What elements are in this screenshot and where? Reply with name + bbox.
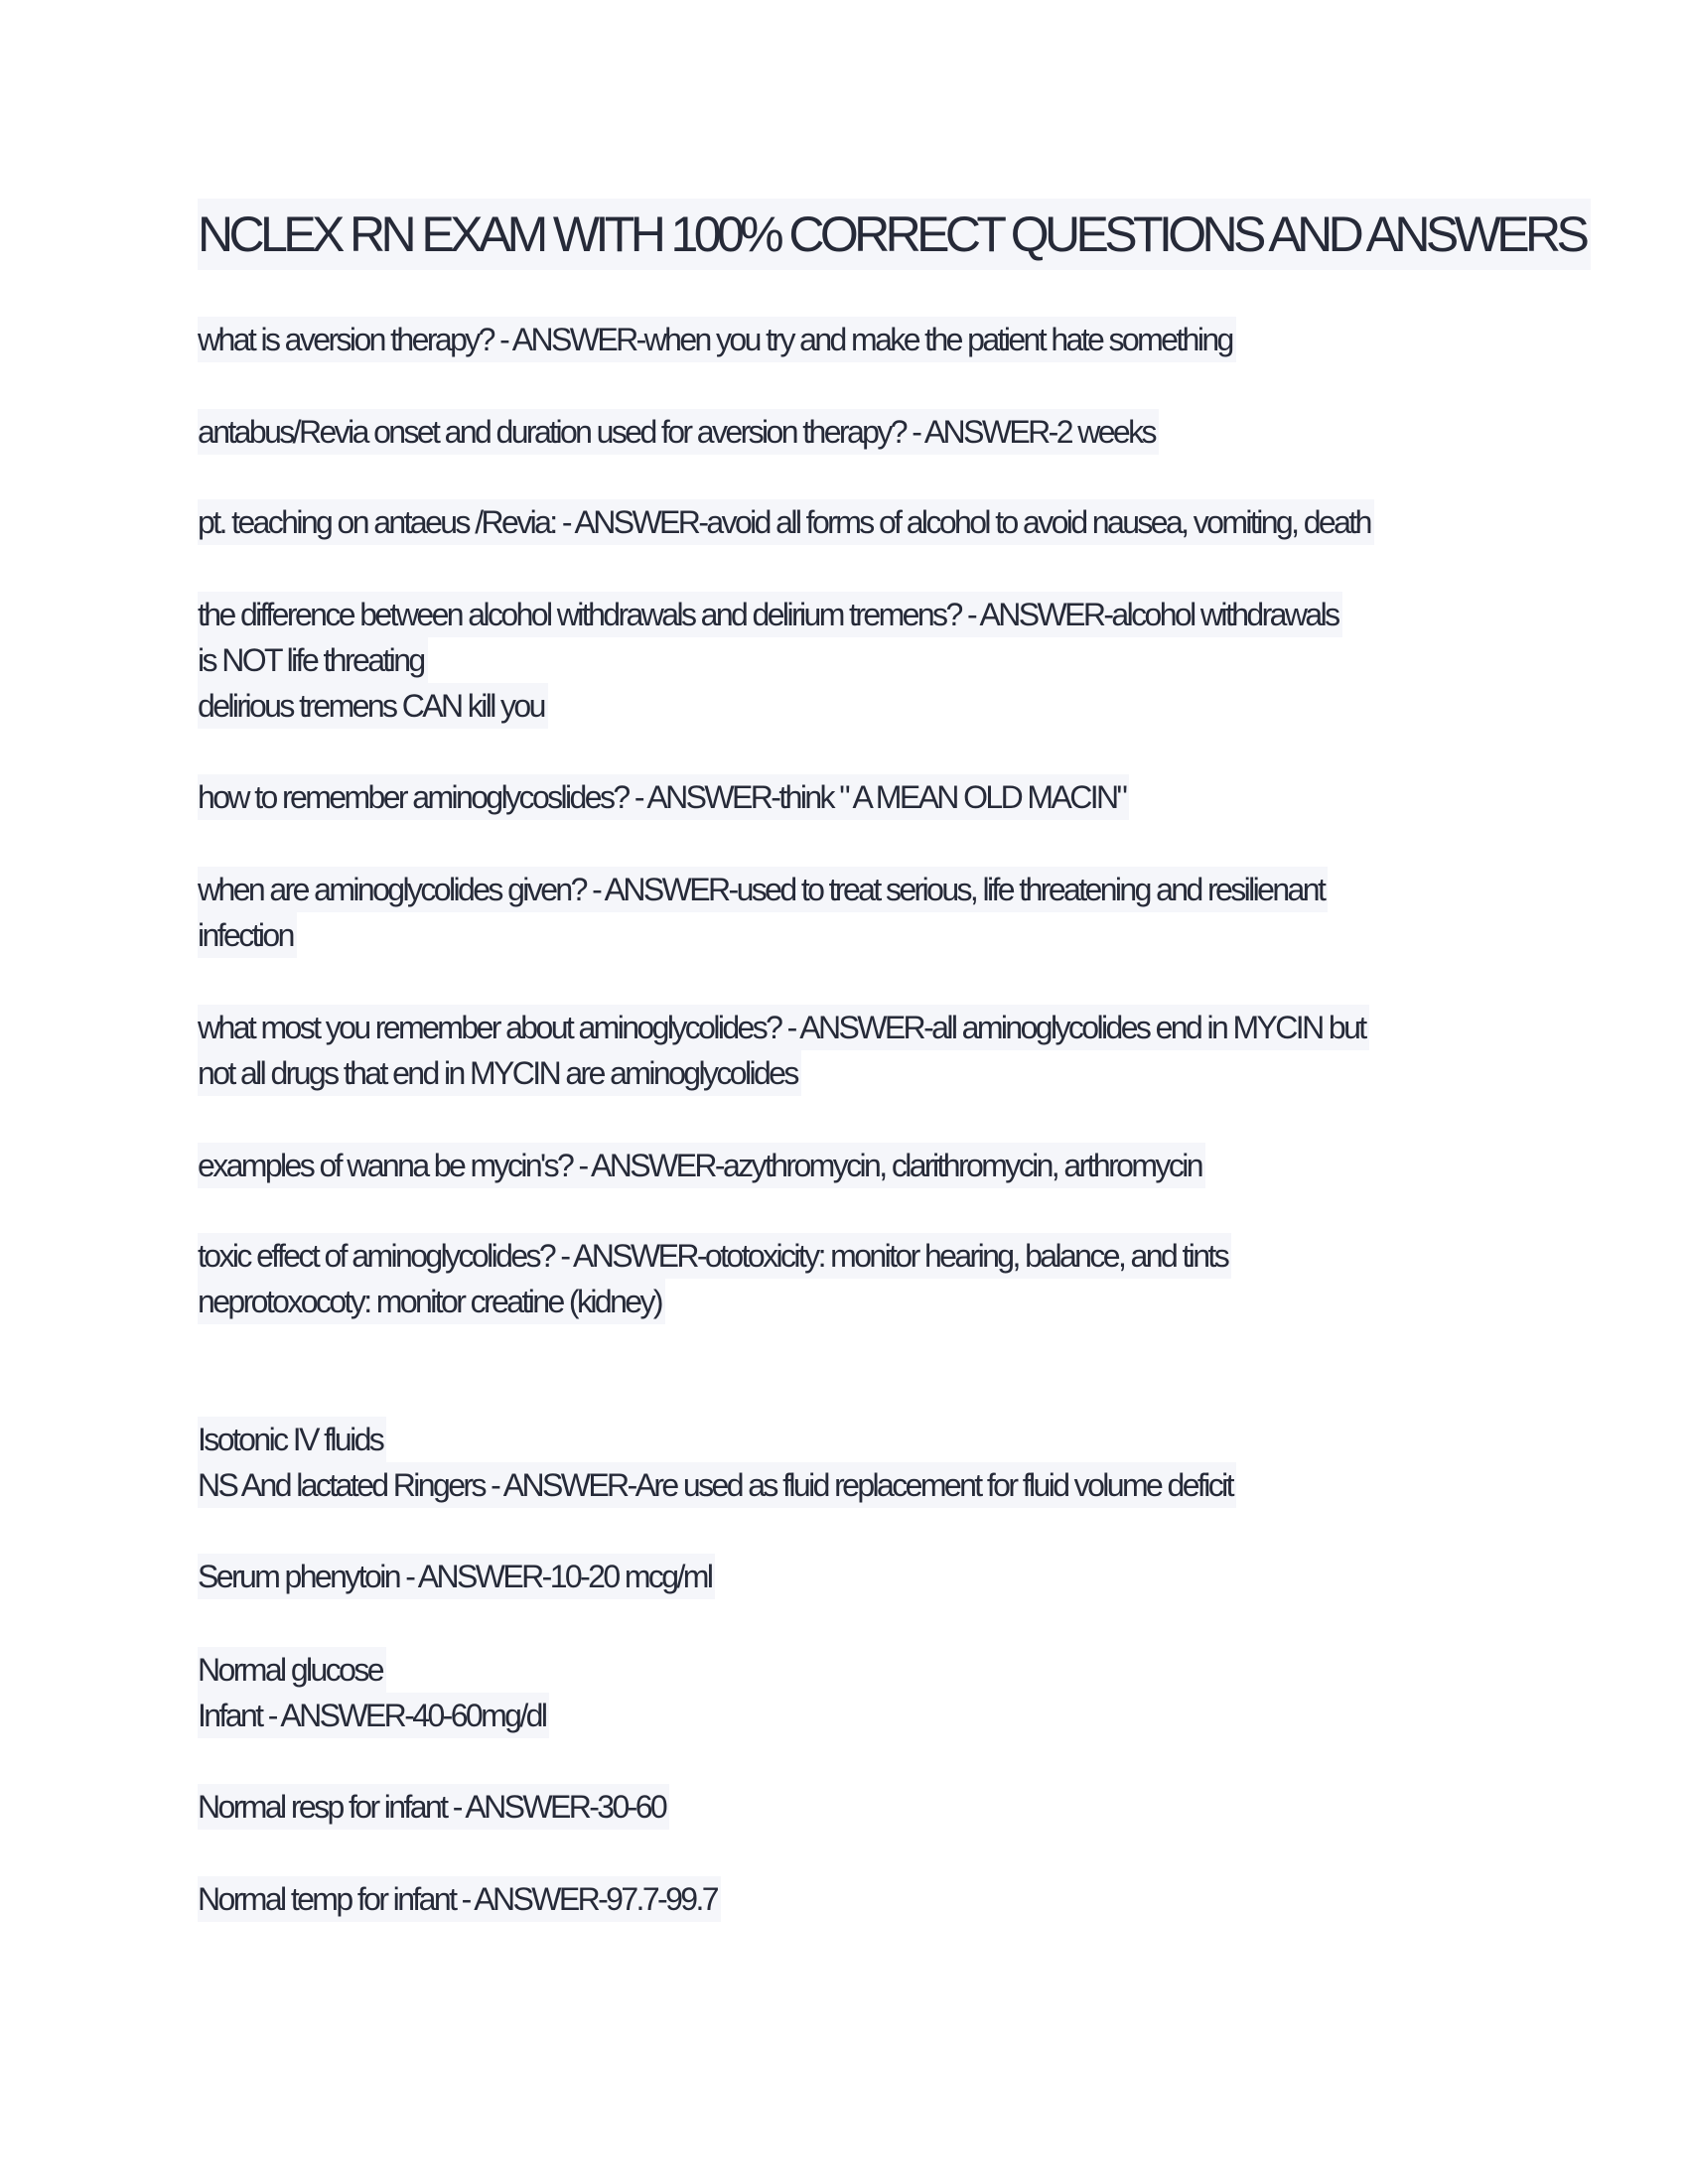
- qa-line: the difference between alcohol withdrawals and delirium tremens? - ANSWER-alcohol withdrawals: [198, 592, 1342, 637]
- qa-line: Isotonic IV fluids: [198, 1417, 386, 1462]
- qa-line: Normal glucose: [198, 1647, 386, 1693]
- qa-line: what most you remember about aminoglycolides? - ANSWER-all aminoglycolides end in MYCIN but: [198, 1005, 1369, 1050]
- qa-line: not all drugs that end in MYCIN are aminoglycolides: [198, 1050, 801, 1096]
- qa-line: what is aversion therapy? - ANSWER-when you try and make the patient hate something: [198, 317, 1236, 362]
- qa-line: when are aminoglycolides given? - ANSWER-used to treat serious, life threatening and resilienant: [198, 867, 1328, 912]
- qa-line: Normal temp for infant - ANSWER-97.7-99.7: [198, 1876, 721, 1922]
- qa-line: how to remember aminoglycoslides? - ANSWER-think " A MEAN OLD MACIN": [198, 774, 1129, 820]
- qa-line: is NOT life threating: [198, 637, 428, 683]
- qa-line: neprotoxocoty: monitor creatine (kidney): [198, 1279, 665, 1324]
- qa-line: infection: [198, 912, 297, 958]
- qa-line: Normal resp for infant - ANSWER-30-60: [198, 1784, 669, 1830]
- qa-line: antabus/Revia onset and duration used for aversion therapy? - ANSWER-2 weeks: [198, 409, 1159, 455]
- qa-line: NS And lactated Ringers - ANSWER-Are used as fluid replacement for fluid volume deficit: [198, 1462, 1236, 1508]
- qa-line: examples of wanna be mycin's? - ANSWER-azythromycin, clarithromycin, arthromycin: [198, 1143, 1205, 1188]
- qa-line: Serum phenytoin - ANSWER-10-20 mcg/ml: [198, 1554, 715, 1599]
- document-title: NCLEX RN EXAM WITH 100% CORRECT QUESTIONS AND ANSWERS: [198, 199, 1591, 270]
- qa-line: Infant - ANSWER-40-60mg/dl: [198, 1693, 549, 1738]
- qa-line: pt. teaching on antaeus /Revia: - ANSWER-avoid all forms of alcohol to avoid nausea, vomiting, death: [198, 499, 1374, 545]
- qa-line: delirious tremens CAN kill you: [198, 683, 548, 729]
- qa-line: toxic effect of aminoglycolides? - ANSWER-ototoxicity: monitor hearing, balance, and tints: [198, 1233, 1231, 1279]
